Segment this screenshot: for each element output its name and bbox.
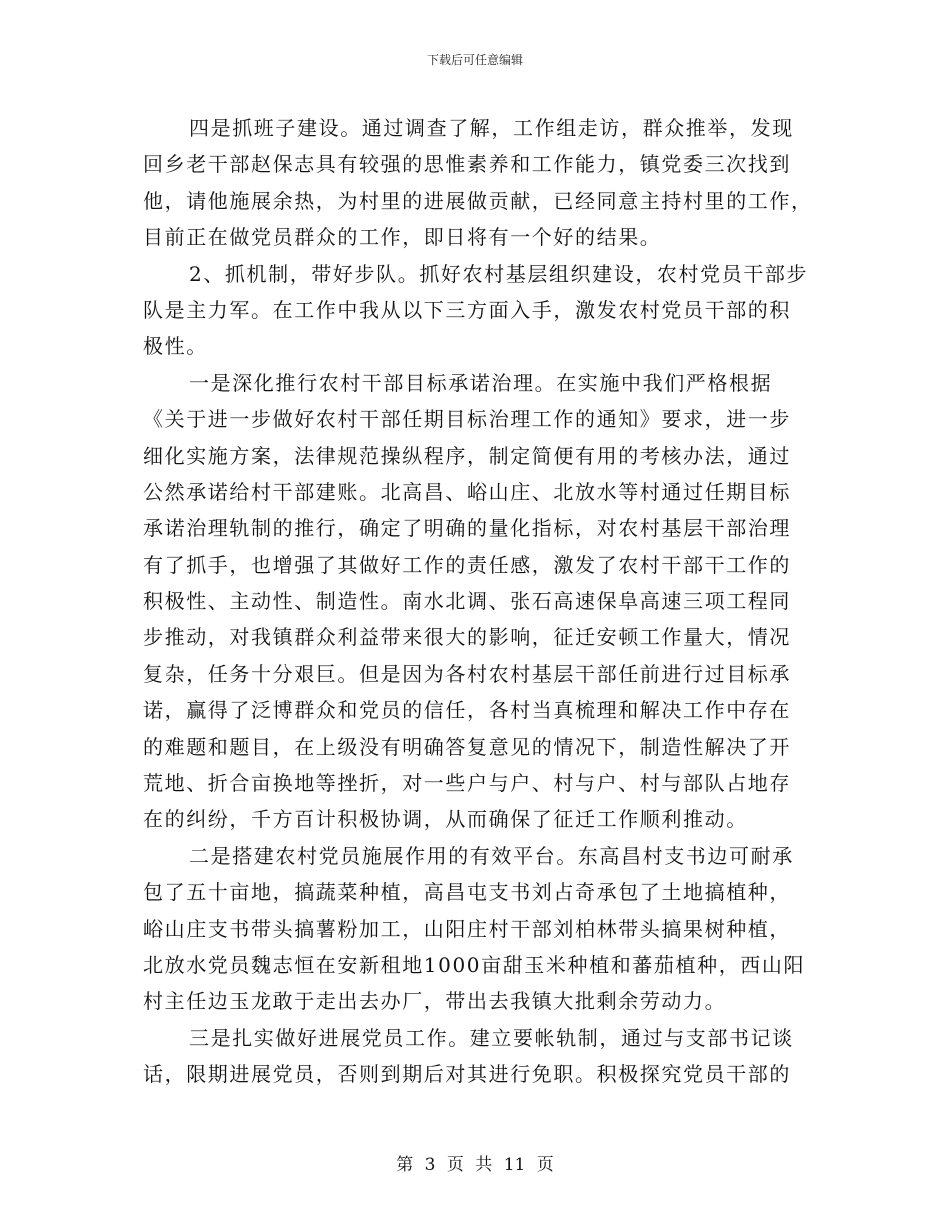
paragraph-5-line-1: 三是扎实做好进展党员工作。建立要帐轨制，通过与支部书记谈 bbox=[189, 1025, 794, 1050]
paragraph-3-line-12: 荒地、折合亩换地等挫折，对一些户与户、村与户、村与部队占地存 bbox=[143, 771, 791, 796]
paragraph-3-line-4: 公然承诺给村干部建账。北高昌、峪山庄、北放水等村通过任期目标 bbox=[143, 479, 791, 504]
page-number: 第 3 页 共 11 页 bbox=[396, 1155, 554, 1175]
document-body bbox=[143, 110, 813, 1093]
paragraph-1-line-4: 目前正在做党员群众的工作，即日将有一个好的结果。 bbox=[143, 225, 662, 250]
paragraph-3-line-7: 积极性、主动性、制造性。南水北调、张石高速保阜高速三项工程同 bbox=[143, 589, 791, 614]
paragraph-1-line-3: 他，请他施展余热，为村里的进展做贡献，已经同意主持村里的工作， bbox=[143, 188, 813, 213]
paragraph-1-line-1: 四是抓班子建设。通过调查了解，工作组走访，群众推举，发现 bbox=[189, 116, 794, 140]
paragraph-4-line-3: 峪山庄支书带头搞薯粉加工，山阳庄村干部刘柏林带头搞果树种植， bbox=[143, 916, 791, 941]
paragraph-3-line-9: 复杂，任务十分艰巨。但是因为各村农村基层干部任前进行过目标承 bbox=[143, 661, 791, 686]
page-header: 下载后可任意编辑 bbox=[426, 53, 523, 67]
paragraph-3-line-3: 细化实施方案，法律规范操纵程序，制定简便有用的考核办法，通过 bbox=[143, 443, 791, 468]
paragraph-3-line-8: 步推动，对我镇群众利益带来很大的影响，征迁安顿工作量大，情况 bbox=[143, 625, 791, 650]
paragraph-5-line-2: 话，限期进展党员，否则到期后对其进行免职。积极探究党员干部的 bbox=[143, 1062, 791, 1087]
paragraph-4-line-5: 村主任边玉龙敢于走出去办厂，带出去我镇大批剩余劳动力。 bbox=[143, 989, 727, 1014]
paragraph-2-line-3: 极性。 bbox=[143, 334, 208, 359]
paragraph-2-line-2: 队是主力军。在工作中我从以下三方面入手，激发农村党员干部的积 bbox=[143, 297, 791, 322]
paragraph-3-line-1: 一是深化推行农村干部目标承诺治理。在实施中我们严格根据 bbox=[189, 370, 773, 395]
paragraph-1-line-2: 回乡老干部赵保志具有较强的思惟素养和工作能力，镇党委三次找到 bbox=[143, 152, 791, 177]
paragraph-3-line-11: 的难题和题目，在上级没有明确答复意见的情况下，制造性解决了开 bbox=[143, 734, 791, 759]
paragraph-3-line-10: 诺，赢得了泛博群众和党员的信任，各村当真梳理和解决工作中存在 bbox=[143, 698, 791, 723]
paragraph-3-line-13: 在的纠纷，千方百计积极协调，从而确保了征迁工作顺利推动。 bbox=[143, 807, 748, 832]
paragraph-2-line-1: 2、抓机制，带好步队。抓好农村基层组织建设，农村党员干部步 bbox=[189, 261, 809, 286]
paragraph-4-line-2: 包了五十亩地，搞蔬菜种植，高昌屯支书刘占奇承包了土地搞植种， bbox=[143, 880, 791, 905]
paragraph-4-line-1: 二是搭建农村党员施展作用的有效平台。东高昌村支书边可耐承 bbox=[189, 843, 794, 868]
paragraph-4-line-4: 北放水党员魏志恒在安新租地1000亩甜玉米种植和蕃茄植种，西山阳 bbox=[143, 952, 806, 977]
paragraph-3-line-6: 有了抓手，也增强了其做好工作的责任感，激发了农村干部干工作的 bbox=[143, 552, 791, 577]
paragraph-3-line-2: 《关于进一步做好农村干部任期目标治理工作的通知》要求，进一步 bbox=[143, 407, 791, 432]
paragraph-3-line-5: 承诺治理轨制的推行，确定了明确的量化指标，对农村基层干部治理 bbox=[143, 516, 791, 541]
